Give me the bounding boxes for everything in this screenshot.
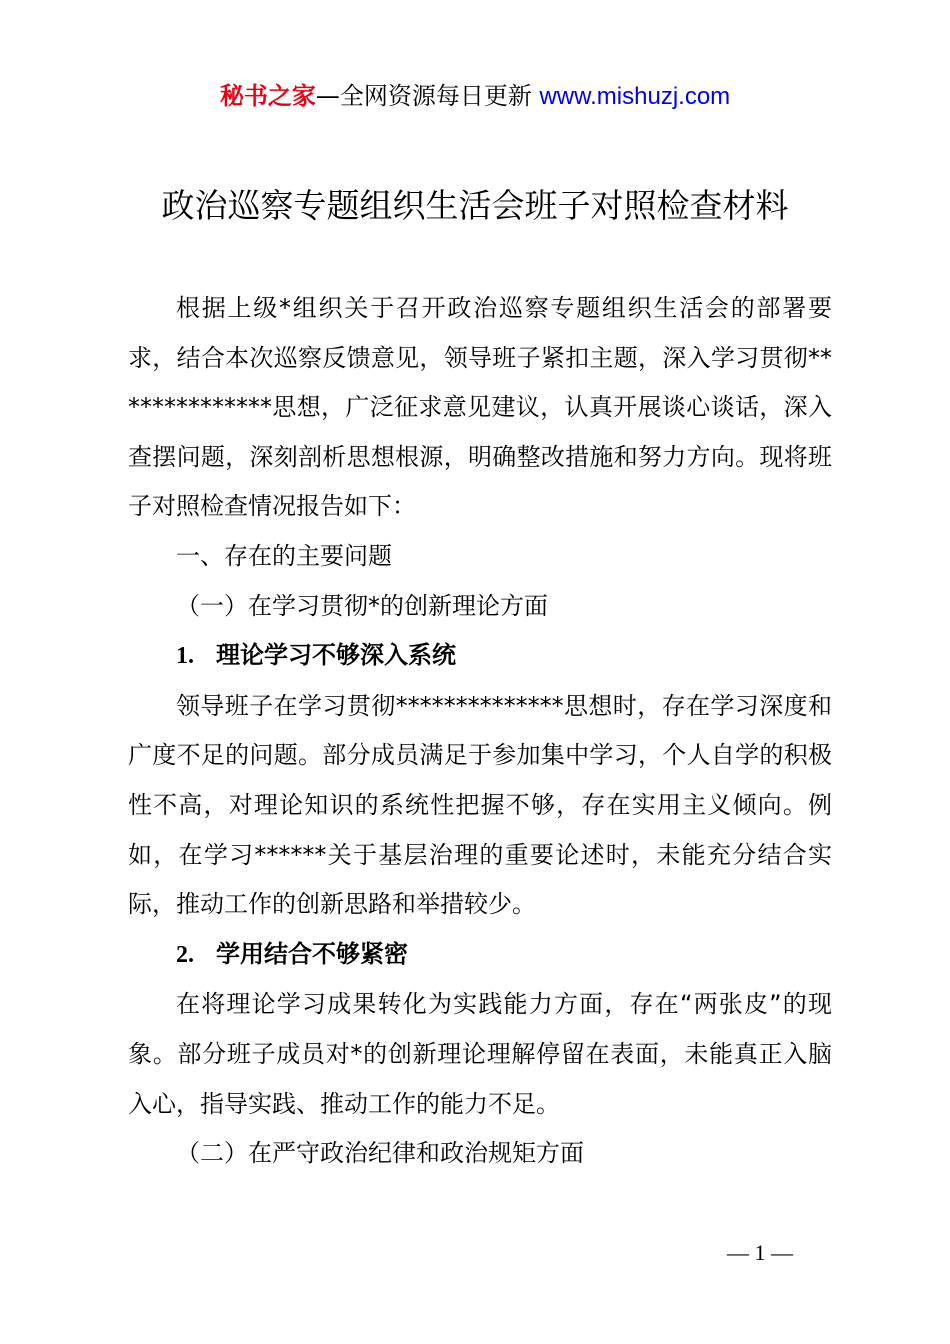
brand-name: 秘书之家 bbox=[219, 82, 316, 110]
item-body-1: 领导班子在学习贯彻**************思想时，存在学习深度和广度不足的问题。部分成员满足于参加集中学习，个人自学的积极性不高，对理论知识的系统性把握不够，存在实用主义倾向。例如，在学习******关于基层治理的重要论述时，未能充分结合实际，推动工作的创新思路和举措较少。 bbox=[128, 691, 832, 919]
subsection-heading-1: （一）在学习贯彻*的创新理论方面 bbox=[176, 591, 548, 620]
site-banner bbox=[0, 80, 950, 113]
document-title: 政治巡察专题组织生活会班子对照检查材料 bbox=[161, 186, 789, 225]
site-url-link[interactable]: www.mishuzj.com bbox=[539, 83, 731, 110]
item-heading-2 bbox=[128, 930, 832, 981]
document-body bbox=[128, 284, 832, 1179]
intro-paragraph: 根据上级*组织关于召开政治巡察专题组织生活会的部署要求，结合本次巡察反馈意见，领导班子紧扣主题，深入学习贯彻**************思想，广泛征求意见建议，认真开展谈心谈话，深入查摆问题，深刻剖析思想根源，明确整改措施和努力方向。现将班子对照检查情况报告如下： bbox=[128, 294, 832, 521]
item-title-1: 理论学习不够深入系统 bbox=[216, 641, 456, 670]
item-number-2: 2. bbox=[176, 941, 194, 968]
item-heading-1 bbox=[128, 631, 832, 682]
banner-slogan: —全网资源每日更新 bbox=[315, 82, 540, 110]
item-number-1: 1. bbox=[176, 643, 194, 670]
page-number: — 1 — bbox=[727, 1240, 793, 1265]
section-heading-1: 一、存在的主要问题 bbox=[176, 541, 392, 570]
item-title-2: 学用结合不够紧密 bbox=[216, 939, 408, 968]
item-body-2: 在将理论学习成果转化为实践能力方面，存在“两张皮”的现象。部分班子成员对*的创新理论理解停留在表面，未能真正入脑入心，指导实践、推动工作的能力不足。 bbox=[128, 990, 832, 1118]
subsection-heading-2: （二）在严守政治纪律和政治规矩方面 bbox=[176, 1139, 584, 1168]
